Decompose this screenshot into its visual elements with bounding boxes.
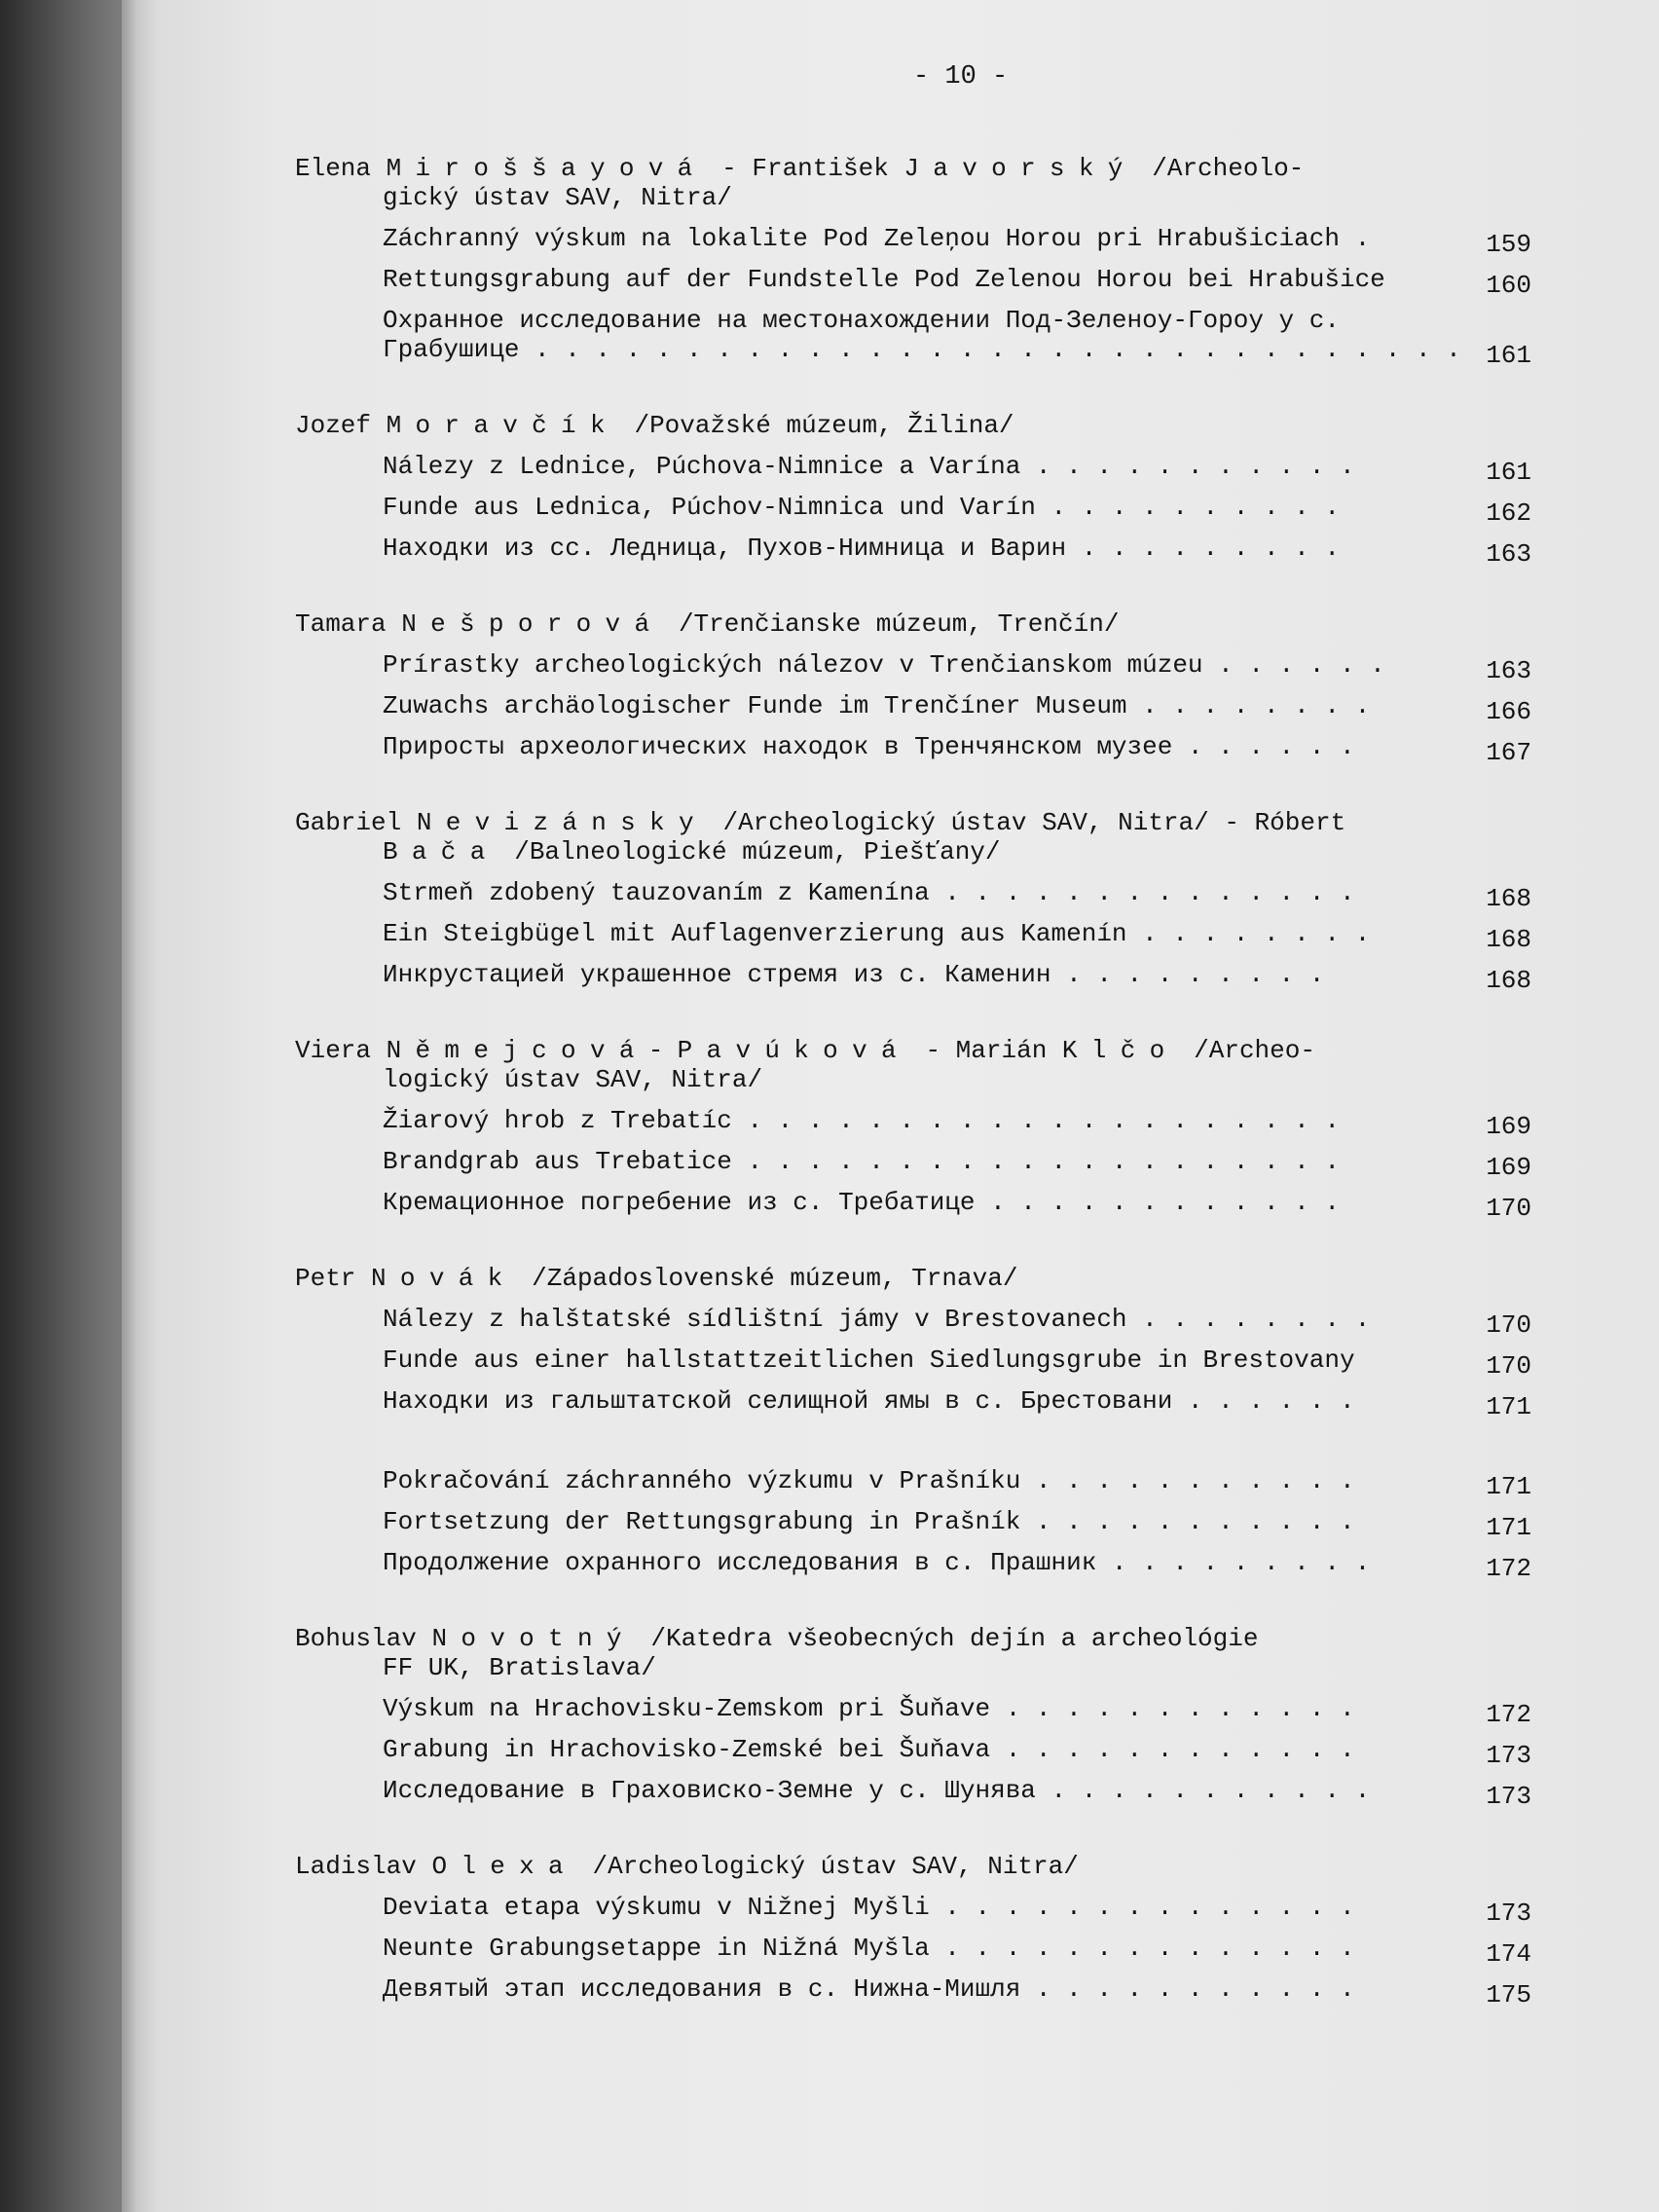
entry-title: Инкрустацией украшенное стремя из с. Каменин . . . . . . . . . — [383, 960, 1325, 989]
toc-entry — [295, 1974, 1531, 2009]
entry-title: Исследование в Граховиско-Земне у с. Шунява . . . . . . . . . . . — [383, 1776, 1371, 1805]
author-line: Tamara Nešporová /Trenčianske múzeum, Trenčín/ — [295, 609, 1120, 639]
author-name: Klčo — [1061, 1036, 1179, 1065]
affiliation: logický ústav SAV, Nitra/ — [383, 1065, 763, 1094]
entry-page: 161 — [1486, 458, 1531, 487]
author-name: Moravčík — [386, 411, 619, 440]
toc-entry — [295, 306, 1531, 370]
entry-page: 170 — [1486, 1194, 1531, 1223]
toc-entry — [295, 452, 1531, 487]
entry-title: Grabung in Hrachovisko-Zemské bei Šuňava . . . . . . . . . . . . — [383, 1735, 1355, 1764]
toc-section — [295, 411, 1531, 569]
entry-title: Девятый этап исследования в с. Нижна-Мишля . . . . . . . . . . . — [383, 1974, 1355, 2004]
toc-entry — [295, 1694, 1531, 1729]
entry-page: 175 — [1486, 1980, 1531, 2009]
entry-page: 168 — [1486, 966, 1531, 995]
toc-entry — [295, 224, 1531, 259]
entry-page: 166 — [1486, 697, 1531, 726]
entry-title: Výskum na Hrachovisku-Zemskom pri Šuňave . . . . . . . . . . . . — [383, 1694, 1355, 1723]
toc-entry — [295, 1346, 1531, 1381]
author-line: Gabriel Nevizánsky /Archeologický ústav SAV, Nitra/ - Róbert — [295, 808, 1346, 837]
author-line: Elena Miroššayová - František Javorský /Archeolo- — [295, 154, 1305, 183]
toc-entry — [295, 919, 1531, 954]
toc-entry — [295, 691, 1531, 726]
author-name: Miroššayová — [386, 154, 707, 183]
toc-entry — [295, 1305, 1531, 1340]
entry-title: Продолжение охранного исследования в с. Прашник . . . . . . . . . — [383, 1548, 1371, 1577]
author-name: Nevizánsky — [416, 808, 708, 837]
author-line: Viera Němejcová-Pavúková - Marián Klčo /Archeo- — [295, 1036, 1315, 1065]
toc-entry — [295, 265, 1531, 300]
entry-title: Охранное исследование на местонахождении Под-Зеленоу-Гороу у с. — [383, 306, 1340, 335]
entry-title: Záchranný výskum na lokalite Pod Zeleņou Horou pri Hrabušiciach . — [383, 224, 1371, 253]
entry-title: Prírastky archeologických nálezov v Trenčianskom múzeu . . . . . . — [383, 650, 1385, 680]
table-of-contents — [295, 154, 1531, 2050]
entry-page: 163 — [1486, 656, 1531, 685]
toc-section — [295, 1036, 1531, 1223]
entry-page: 167 — [1486, 738, 1531, 767]
entry-title: Приросты археологических находок в Тренчянском музее . . . . . . — [383, 732, 1355, 761]
page-number: - 10 - — [913, 62, 1009, 92]
entry-page: 168 — [1486, 925, 1531, 954]
toc-entry — [295, 1106, 1531, 1141]
entry-page: 168 — [1486, 884, 1531, 913]
entry-title: Ein Steigbügel mit Auflagenverzierung aus Kamenín . . . . . . . . — [383, 919, 1371, 948]
author-line-cont: Bača /Balneologické múzeum, Piešťany/ — [383, 837, 1001, 866]
entry-title: Кремационное погребение из с. Требатице . . . . . . . . . . . . — [383, 1188, 1340, 1217]
toc-entry — [295, 1507, 1531, 1542]
entry-page: 173 — [1486, 1782, 1531, 1811]
entry-title: Neunte Grabungsetappe in Nižná Myšla . . . . . . . . . . . . . . — [383, 1934, 1355, 1963]
author-line: Ladislav Olexa /Archeologický ústav SAV, Nitra/ — [295, 1852, 1079, 1881]
toc-entry — [295, 1776, 1531, 1811]
author-line: Petr Novák /Západoslovenské múzeum, Trnava/ — [295, 1264, 1018, 1293]
toc-entry — [295, 732, 1531, 767]
toc-entry — [295, 1893, 1531, 1928]
entry-title: Rettungsgrabung auf der Fundstelle Pod Zelenou Horou bei Hrabušice — [383, 265, 1385, 294]
entry-title: Nálezy z Lednice, Púchova-Nimnice a Varína . . . . . . . . . . . — [383, 452, 1355, 481]
author-name: Novák — [371, 1264, 517, 1293]
affiliation: gický ústav SAV, Nitra/ — [383, 183, 732, 212]
entry-page: 172 — [1486, 1700, 1531, 1729]
affiliation: FF UK, Bratislava/ — [383, 1653, 656, 1682]
author-name: Javorský — [903, 154, 1137, 183]
toc-section — [295, 154, 1531, 370]
toc-entry — [295, 1188, 1531, 1223]
toc-section — [295, 1264, 1531, 1583]
entry-title: Žiarový hrob z Trebatíc . . . . . . . . . . . . . . . . . . . . — [383, 1106, 1340, 1135]
toc-entry — [295, 878, 1531, 913]
author-name: Nešporová — [401, 609, 664, 639]
entry-title: Nálezy z halštatské sídlištní jámy v Brestovanech . . . . . . . . — [383, 1305, 1371, 1334]
toc-section — [295, 1624, 1531, 1811]
entry-title: Strmeň zdobený tauzovaním z Kamenína . . . . . . . . . . . . . . — [383, 878, 1355, 907]
toc-entry — [295, 1548, 1531, 1583]
author-line: Bohuslav Novotný /Katedra všeobecných dejín a archeológie — [295, 1624, 1259, 1653]
entry-page: 162 — [1486, 498, 1531, 528]
toc-entry — [295, 493, 1531, 528]
entry-title: Находки из гальштатской селищной ямы в с. Брестовани . . . . . . — [383, 1386, 1355, 1416]
entry-page: 173 — [1486, 1899, 1531, 1928]
author-name: Olexa — [431, 1852, 577, 1881]
entry-page: 170 — [1486, 1310, 1531, 1340]
toc-entry — [295, 1735, 1531, 1770]
entry-title: Brandgrab aus Trebatice . . . . . . . . . . . . . . . . . . . . — [383, 1147, 1340, 1176]
toc-entry — [295, 1466, 1531, 1501]
book-binding — [0, 0, 122, 2212]
entry-page: 172 — [1486, 1554, 1531, 1583]
entry-title: Funde aus einer hallstattzeitlichen Siedlungsgrube in Brestovany — [383, 1346, 1355, 1375]
toc-entry — [295, 1934, 1531, 1969]
toc-entry — [295, 534, 1531, 569]
entry-title: Deviata etapa výskumu v Nižnej Myšli . . . . . . . . . . . . . . — [383, 1893, 1355, 1922]
entry-page: 171 — [1486, 1472, 1531, 1501]
entry-page: 169 — [1486, 1153, 1531, 1182]
entry-page: 163 — [1486, 539, 1531, 569]
entry-title: Pokračování záchranného výzkumu v Prašníku . . . . . . . . . . . — [383, 1466, 1355, 1495]
entry-page: 173 — [1486, 1741, 1531, 1770]
entry-page: 170 — [1486, 1351, 1531, 1381]
page-edge — [122, 0, 161, 2212]
toc-section — [295, 609, 1531, 767]
toc-entry — [295, 650, 1531, 685]
toc-entry — [295, 1386, 1531, 1421]
entry-title-cont: Грабушице . . . . . . . . . . . . . . . . . . . . . . . . . . . . . . . — [383, 335, 1461, 364]
toc-entry — [295, 960, 1531, 995]
entry-title: Zuwachs archäologischer Funde im Trenčíner Museum . . . . . . . . — [383, 691, 1371, 720]
toc-entry — [295, 1147, 1531, 1182]
author-name: Novotný — [431, 1624, 636, 1653]
author-line: Jozef Moravčík /Považské múzeum, Žilina/ — [295, 411, 1014, 440]
entry-page: 169 — [1486, 1112, 1531, 1141]
entry-page: 160 — [1486, 271, 1531, 300]
author-name: Bača — [383, 837, 499, 866]
entry-page: 159 — [1486, 230, 1531, 259]
entry-page: 161 — [1486, 341, 1531, 370]
entry-title: Funde aus Lednica, Púchov-Nimnica und Varín . . . . . . . . . . — [383, 493, 1340, 522]
entry-title: Fortsetzung der Rettungsgrabung in Prašník . . . . . . . . . . . — [383, 1507, 1355, 1536]
entry-page: 171 — [1486, 1392, 1531, 1421]
entry-title: Находки из сс. Ледница, Пухов-Нимница и Варин . . . . . . . . . — [383, 534, 1340, 563]
spacer — [295, 1416, 1531, 1455]
author-name: Němejcová-Pavúková — [386, 1036, 910, 1065]
toc-section — [295, 1852, 1531, 2009]
entry-page: 171 — [1486, 1513, 1531, 1542]
toc-section — [295, 808, 1531, 995]
entry-page: 174 — [1486, 1939, 1531, 1969]
